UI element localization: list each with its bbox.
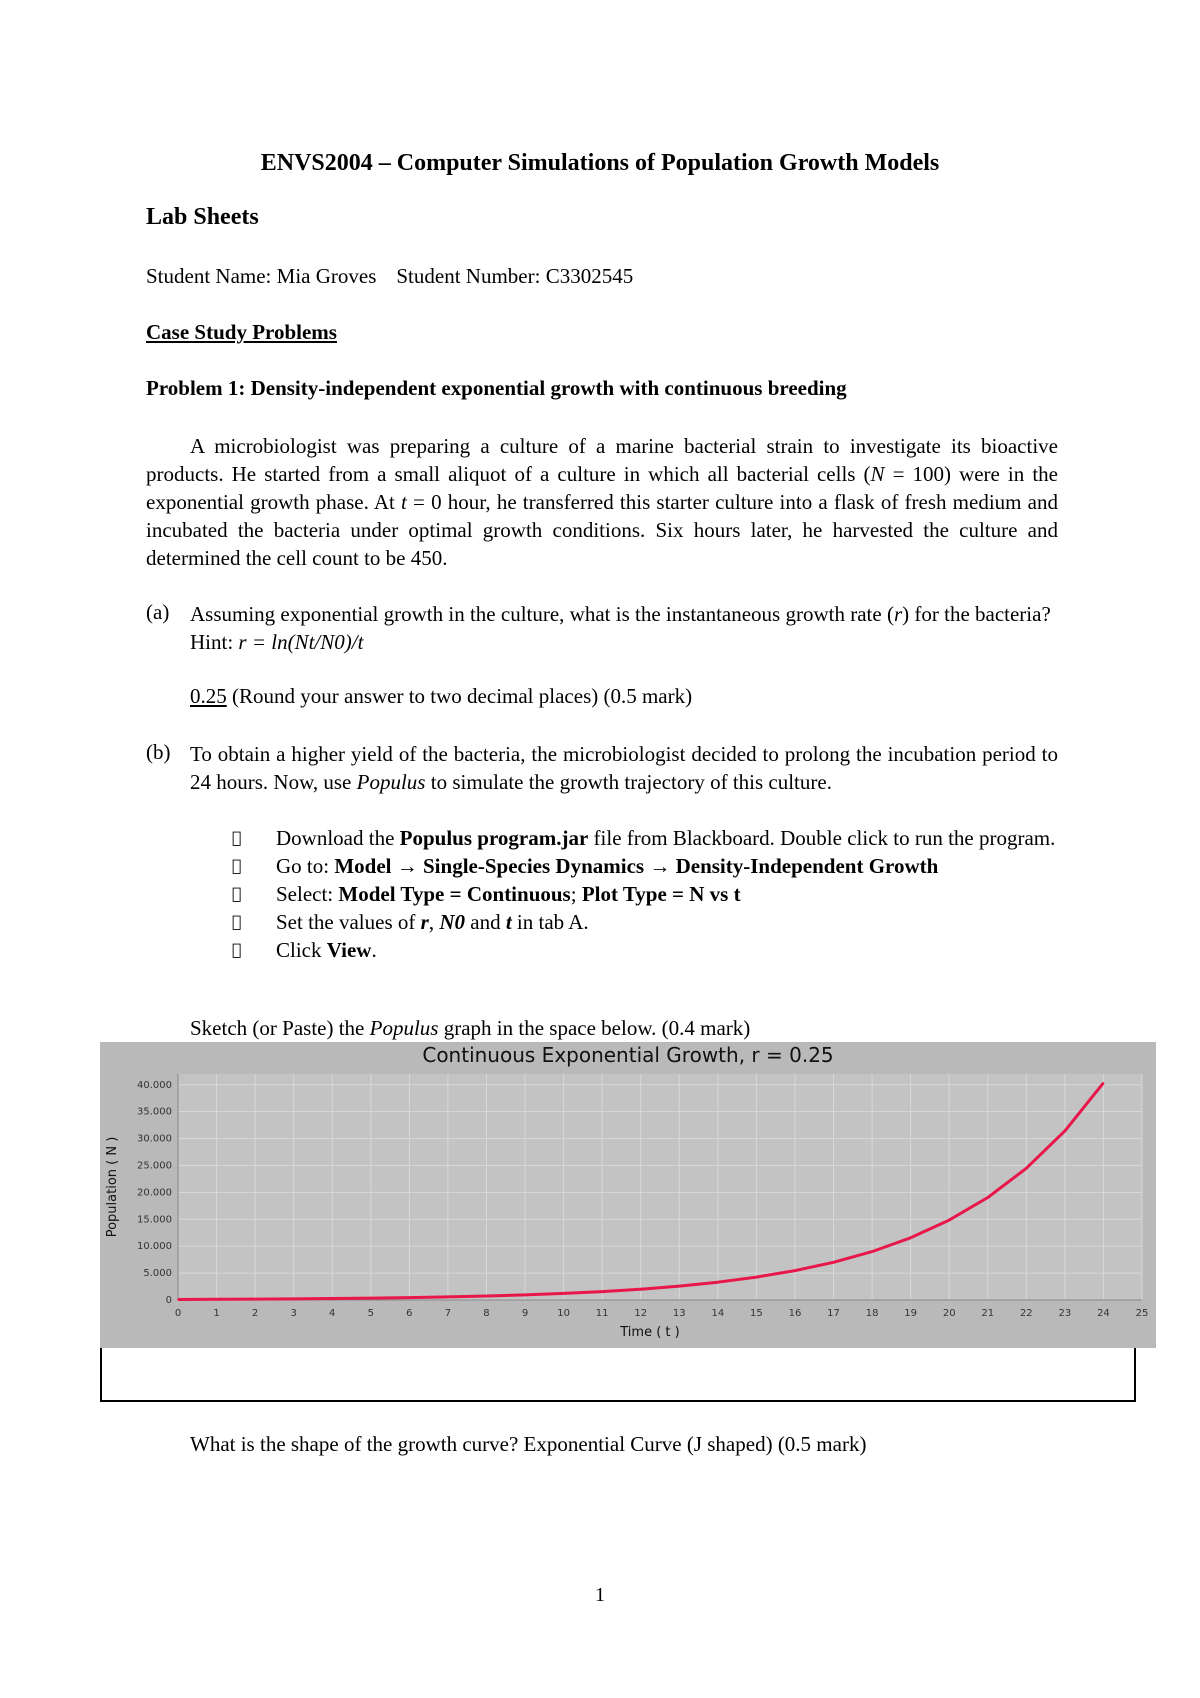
plot-area	[178, 1074, 1142, 1300]
data-point	[756, 1276, 758, 1278]
x-tick-label: 11	[595, 1308, 609, 1319]
y-tick-label: 30.000	[137, 1133, 172, 1145]
x-tick-label: 1	[213, 1308, 220, 1319]
x-tick-label: 22	[1019, 1308, 1033, 1319]
data-point	[987, 1197, 989, 1199]
section-heading: Case Study Problems	[146, 320, 337, 344]
data-point	[447, 1296, 449, 1298]
bullet-icon	[232, 908, 242, 936]
data-point	[1103, 1082, 1105, 1084]
data-point	[794, 1270, 796, 1272]
data-point	[1064, 1130, 1066, 1132]
question-a-text: Assuming exponential growth in the culture, what is the instantaneous growth rate (r) for the bacteria? Hint: r = ln(Nt/N0)/t	[190, 602, 1051, 654]
data-point	[216, 1299, 218, 1301]
data-point	[717, 1281, 719, 1283]
list-item: Select: Model Type = Continuous; Plot Type = N vs t	[232, 880, 1062, 908]
data-point	[563, 1293, 565, 1295]
data-point	[1026, 1168, 1028, 1170]
x-tick-label: 21	[981, 1308, 995, 1319]
populus-graph	[100, 1042, 1156, 1348]
y-axis-label: Population ( N )	[105, 1136, 120, 1238]
data-point	[486, 1295, 488, 1297]
data-point	[871, 1251, 873, 1253]
y-tick-label: 25.000	[137, 1160, 172, 1172]
x-tick-label: 16	[788, 1308, 802, 1319]
answer-a	[190, 684, 692, 709]
x-tick-label: 18	[865, 1308, 879, 1319]
shape-question: What is the shape of the growth curve? Exponential Curve (J shaped) (0.5 mark)	[190, 1432, 867, 1456]
problem-heading: Problem 1: Density-independent exponential growth with continuous breeding	[146, 376, 847, 400]
y-tick-label: 5.000	[143, 1268, 172, 1280]
x-tick-label: 14	[711, 1308, 725, 1319]
data-point	[640, 1288, 642, 1290]
bullet-icon	[232, 880, 242, 908]
document-subtitle: Lab Sheets	[146, 204, 259, 230]
x-tick-label: 19	[904, 1308, 918, 1319]
list-item: Download the Populus program.jar file from Blackboard. Double click to run the program.	[232, 824, 1062, 852]
x-tick-label: 4	[329, 1308, 336, 1319]
x-tick-label: 0	[174, 1308, 182, 1319]
bullet-icon	[232, 852, 242, 880]
x-tick-label: 24	[1097, 1308, 1110, 1319]
bullet-icon	[232, 936, 242, 964]
data-point	[948, 1219, 950, 1221]
document-title: ENVS2004 – Computer Simulations of Population Growth Models	[260, 150, 940, 176]
bullet-icon	[232, 824, 242, 852]
x-tick-label: 25	[1135, 1308, 1149, 1319]
page-number: 1	[595, 1584, 605, 1606]
data-point	[910, 1237, 912, 1239]
x-tick-label: 20	[942, 1308, 956, 1319]
intro-paragraph: A microbiologist was preparing a culture of a marine bacterial strain to investigate its bioactive products. He started from a small aliquot of a culture in which all bacterial cells (N = 100) were in the exponential growth phase. At t = 0 hour, he transferred this starter culture into a flask of fresh medium and incubated the bacteria under optimal growth conditions. Six hours later, he harvested the culture and determined the cell count to be 450.	[146, 434, 1058, 570]
data-point	[833, 1261, 835, 1263]
x-tick-label: 8	[483, 1308, 490, 1319]
answer-a-value: 0.25	[190, 684, 227, 708]
question-b-text: To obtain a higher yield of the bacteria, the microbiologist decided to prolong the incubation period to 24 hours. Now, use Populus to simulate the growth trajectory of this culture.	[190, 742, 1058, 794]
x-tick-label: 17	[827, 1308, 840, 1319]
hint-formula: r = ln(Nt/N0)/t	[238, 630, 364, 654]
y-tick-label: 20.000	[137, 1187, 172, 1199]
x-tick-label: 3	[290, 1308, 297, 1319]
y-tick-label: 15.000	[137, 1214, 172, 1226]
question-b-label: (b)	[146, 740, 171, 764]
y-tick-label: 40.000	[137, 1079, 172, 1091]
data-point	[409, 1297, 411, 1299]
list-item: Go to: Model → Single-Species Dynamics → Density-Independent Growth	[232, 852, 1062, 880]
x-tick-label: 9	[521, 1308, 529, 1319]
student-number: Student Number: C3302545	[396, 264, 634, 288]
y-tick-label: 0	[165, 1295, 172, 1306]
y-tick-label: 35.000	[137, 1106, 172, 1118]
y-tick-label: 10.000	[137, 1241, 172, 1253]
list-item: Click View.	[232, 936, 1062, 964]
sketch-instruction: Sketch (or Paste) the Populus graph in the space below. (0.4 mark)	[190, 1016, 751, 1040]
instruction-list	[232, 824, 1062, 964]
x-tick-label: 13	[672, 1308, 686, 1319]
data-point	[254, 1298, 256, 1300]
data-point	[293, 1298, 295, 1300]
x-tick-label: 12	[634, 1308, 648, 1319]
student-name: Student Name: Mia Groves	[146, 264, 377, 288]
data-point	[524, 1294, 526, 1296]
x-tick-label: 15	[750, 1308, 763, 1319]
chart-title: Continuous Exponential Growth, r = 0.25	[422, 1043, 834, 1067]
x-tick-label: 2	[251, 1308, 259, 1319]
x-tick-label: 5	[367, 1308, 374, 1319]
x-axis-label: Time ( t )	[620, 1325, 680, 1340]
data-point	[601, 1291, 603, 1293]
x-tick-label: 7	[444, 1308, 452, 1319]
x-tick-label: 6	[406, 1308, 413, 1319]
data-point	[177, 1299, 179, 1301]
student-info	[146, 264, 633, 289]
data-point	[370, 1297, 372, 1299]
x-tick-label: 23	[1058, 1308, 1072, 1319]
data-point	[331, 1298, 333, 1300]
x-tick-label: 10	[557, 1308, 570, 1319]
question-a-label: (a)	[146, 600, 170, 624]
data-point	[678, 1285, 680, 1287]
answer-a-note: (Round your answer to two decimal places) (0.5 mark)	[226, 684, 693, 708]
list-item: Set the values of r, N0 and t in tab A.	[232, 908, 1062, 936]
